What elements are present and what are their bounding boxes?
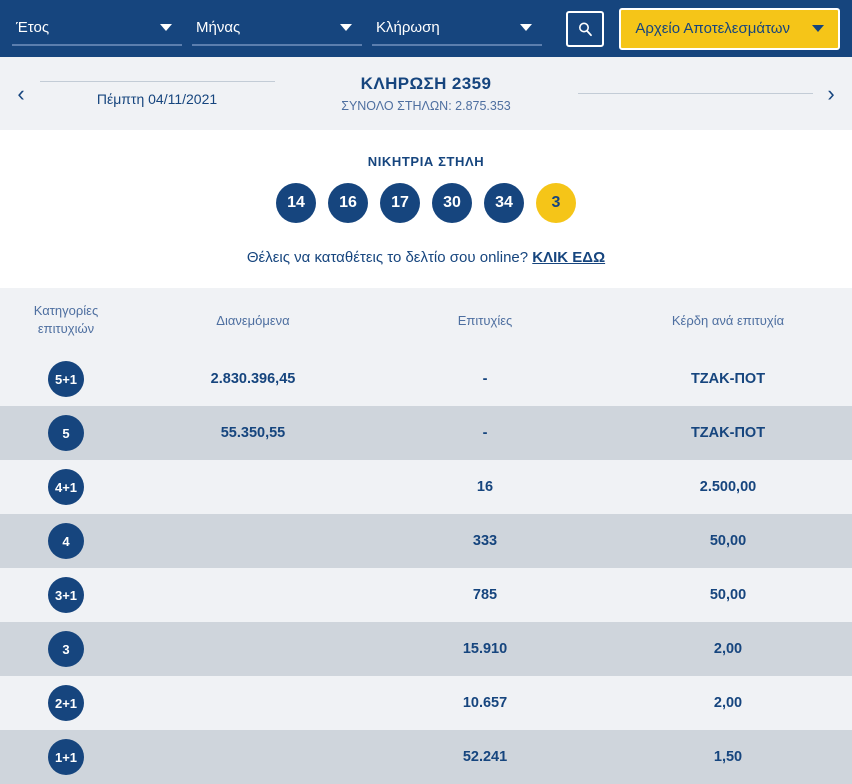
- filter-bar: [0, 0, 852, 57]
- row-winners-cell: 10.657: [374, 676, 596, 730]
- previous-draw-arrow[interactable]: ‹: [17, 80, 25, 106]
- row-category-cell: [0, 352, 132, 406]
- row-winners-cell: 52.241: [374, 730, 596, 784]
- search-button[interactable]: [566, 11, 604, 47]
- row-winners-cell: 16: [374, 460, 596, 514]
- online-promo-text: [0, 249, 852, 266]
- row-distributed-cell: [132, 730, 374, 784]
- header-categories-line2: επιτυχιών: [37, 321, 95, 336]
- row-category-cell: [0, 730, 132, 784]
- previous-draw-date: Πέμπτη 04/11/2021: [96, 90, 218, 107]
- chevron-down-icon: [812, 25, 824, 32]
- row-per-winner-cell: 50,00: [596, 514, 852, 568]
- row-distributed-cell: 2.830.396,45: [132, 352, 374, 406]
- table-header-row: [0, 288, 852, 352]
- row-category-cell: [0, 514, 132, 568]
- table-row: [0, 352, 852, 406]
- row-winners-cell: 333: [374, 514, 596, 568]
- winning-column-title: ΝΙΚΗΤΡΙΑ ΣΤΗΛΗ: [367, 154, 485, 169]
- winning-number-ball: 34: [484, 183, 524, 223]
- table-row: [0, 460, 852, 514]
- draw-total-columns: ΣΥΝΟΛΟ ΣΤΗΛΩΝ: 2.875.353: [341, 99, 511, 113]
- table-row: [0, 568, 852, 622]
- winning-numbers-section: [0, 130, 852, 266]
- promo-label: Θέλεις να καταθέτεις το δελτίο σου online?: [246, 249, 533, 266]
- search-icon: [577, 21, 593, 37]
- results-table-body: [0, 352, 852, 784]
- draw-title: ΚΛΗΡΩΣΗ 2359: [360, 74, 492, 93]
- draw-select-label: Κλήρωση: [376, 19, 440, 36]
- row-distributed-cell: [132, 568, 374, 622]
- category-badge: 4: [48, 523, 84, 559]
- row-winners-cell: -: [374, 352, 596, 406]
- row-distributed-cell: [132, 514, 374, 568]
- row-per-winner-cell: 50,00: [596, 568, 852, 622]
- row-per-winner-cell: ΤΖΑΚ-ΠΟΤ: [596, 352, 852, 406]
- header-distributed: Διανεμόμενα: [132, 288, 374, 352]
- table-row: [0, 514, 852, 568]
- click-here-link[interactable]: ΚΛΙΚ ΕΔΩ: [532, 249, 606, 266]
- category-badge: 4+1: [48, 469, 84, 505]
- row-winners-cell: 785: [374, 568, 596, 622]
- table-row: [0, 730, 852, 784]
- category-badge: 1+1: [48, 739, 84, 775]
- row-distributed-cell: [132, 676, 374, 730]
- row-per-winner-cell: 2,00: [596, 676, 852, 730]
- previous-draw-block[interactable]: [38, 81, 276, 107]
- row-distributed-cell: [132, 622, 374, 676]
- row-per-winner-cell: 2,00: [596, 622, 852, 676]
- category-badge: 5: [48, 415, 84, 451]
- month-select[interactable]: [192, 12, 362, 46]
- year-select-label: Έτος: [16, 19, 50, 36]
- winning-number-ball: 30: [432, 183, 472, 223]
- table-row: [0, 676, 852, 730]
- header-categories: [0, 288, 132, 352]
- chevron-down-icon: [520, 24, 532, 31]
- category-badge: 5+1: [48, 361, 84, 397]
- year-select[interactable]: [12, 12, 182, 46]
- winning-numbers-list: [0, 183, 852, 223]
- winning-number-ball: 16: [328, 183, 368, 223]
- category-badge: 3+1: [48, 577, 84, 613]
- row-per-winner-cell: ΤΖΑΚ-ΠΟΤ: [596, 406, 852, 460]
- header-categories-line1: Κατηγορίες: [33, 303, 99, 319]
- joker-number-ball: 3: [536, 183, 576, 223]
- draw-navigation-header: [0, 57, 852, 130]
- draw-select[interactable]: [372, 12, 542, 46]
- row-category-cell: [0, 406, 132, 460]
- winning-number-ball: 17: [380, 183, 420, 223]
- row-category-cell: [0, 676, 132, 730]
- divider: [40, 81, 275, 82]
- table-row: [0, 406, 852, 460]
- row-per-winner-cell: 1,50: [596, 730, 852, 784]
- divider: [578, 93, 813, 94]
- next-draw-arrow[interactable]: ›: [827, 80, 835, 106]
- table-row: [0, 622, 852, 676]
- row-winners-cell: 15.910: [374, 622, 596, 676]
- row-category-cell: [0, 622, 132, 676]
- archive-results-button[interactable]: [619, 8, 840, 50]
- chevron-down-icon: [160, 24, 172, 31]
- row-category-cell: [0, 460, 132, 514]
- results-table: [0, 288, 852, 784]
- archive-results-label: Αρχείο Αποτελεσμάτων: [635, 20, 790, 37]
- next-draw-block[interactable]: [576, 93, 814, 94]
- month-select-label: Μήνας: [196, 19, 241, 36]
- row-distributed-cell: [132, 460, 374, 514]
- header-winners: Επιτυχίες: [374, 288, 596, 352]
- row-winners-cell: -: [374, 406, 596, 460]
- chevron-down-icon: [340, 24, 352, 31]
- header-per-winner: Κέρδη ανά επιτυχία: [596, 288, 852, 352]
- category-badge: 3: [48, 631, 84, 667]
- current-draw-block: [276, 74, 576, 113]
- winning-number-ball: 14: [276, 183, 316, 223]
- results-table-head: [0, 288, 852, 352]
- row-distributed-cell: 55.350,55: [132, 406, 374, 460]
- row-per-winner-cell: 2.500,00: [596, 460, 852, 514]
- category-badge: 2+1: [48, 685, 84, 721]
- row-category-cell: [0, 568, 132, 622]
